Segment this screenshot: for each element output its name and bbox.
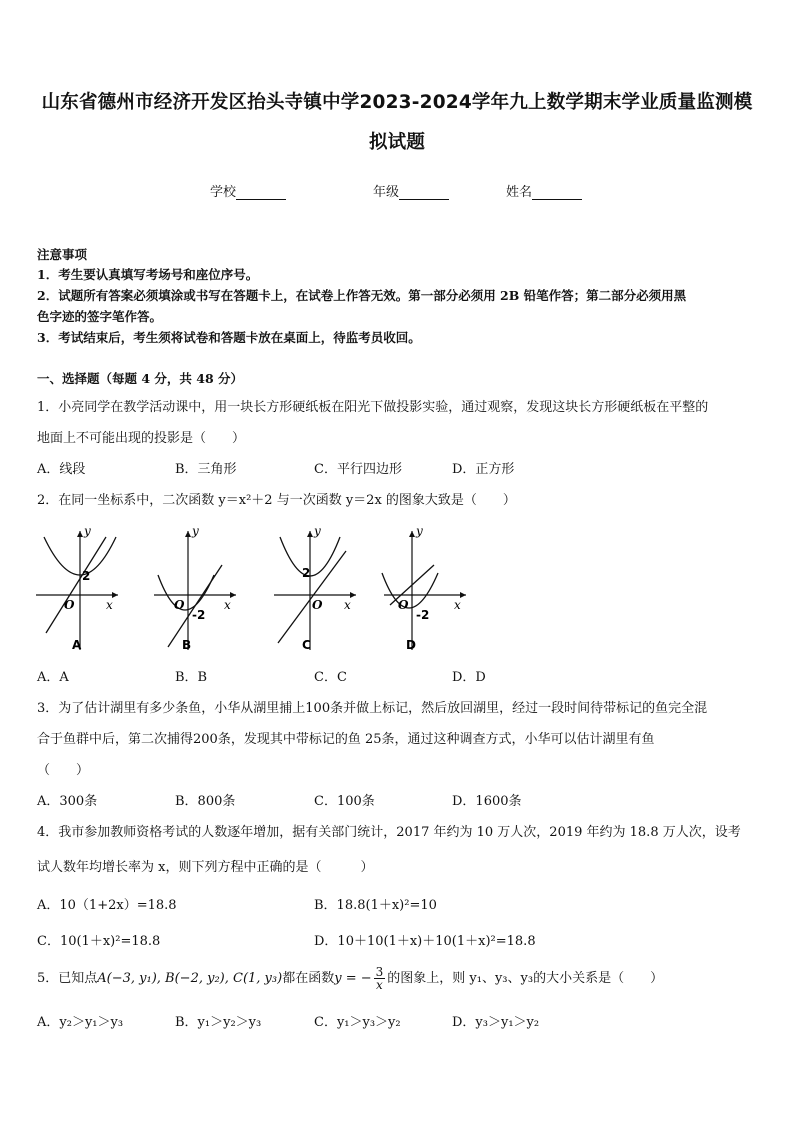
- axis-x-label: x: [344, 598, 351, 612]
- question-3-text-cont: 合于鱼群中后，第二次捕得200条，发现其中带标记的鱼 25条，通过这种调查方式，小华可以估计湖里有鱼: [37, 732, 655, 747]
- q1-option-c: C．平行四边形: [314, 462, 402, 477]
- graph-label: B: [182, 638, 192, 652]
- question-3-text: 3．为了估计湖里有多少条鱼，小华从湖里捕上100条并做上标记，然后放回湖里，经过一段时间待带标记的鱼完全混: [37, 701, 708, 716]
- graph-b: [146, 525, 246, 655]
- axis-y-label: y: [314, 525, 321, 538]
- graph-mark: 2: [302, 566, 311, 580]
- notes-heading: 注意事项: [37, 247, 88, 262]
- q3-option-c: C．100条: [314, 794, 375, 809]
- q5-points: A(−3, y₁), B(−2, y₂), C(1, y₃): [97, 971, 283, 986]
- grade-field: [373, 181, 449, 200]
- q5-fraction: [374, 966, 386, 991]
- fraction-numerator: 3: [375, 965, 384, 979]
- graph-d: [376, 525, 476, 655]
- question-2-text: 2．在同一坐标系中，二次函数 y＝x²＋2 与一次函数 y＝2x 的图象大致是（ ）: [37, 493, 516, 508]
- origin-label: O: [398, 598, 409, 612]
- q5-option-c: C．y₁＞y₃＞y₂: [314, 1015, 401, 1030]
- school-field: [210, 181, 286, 200]
- q2-option-c: C．C: [314, 670, 347, 685]
- question-4-text: 4．我市参加教师资格考试的人数逐年增加，据有关部门统计，2017 年约为 10 万人次，2019 年约为 18.8 万人次，设考: [37, 825, 741, 840]
- q3-option-b: B．800条: [175, 794, 236, 809]
- q2-option-d: D．D: [452, 670, 486, 685]
- notes-item: 1．考生要认真填写考场号和座位序号。: [37, 267, 259, 282]
- name-blank: [532, 187, 582, 200]
- grade-blank: [399, 187, 449, 200]
- q5-function: y = −: [334, 971, 372, 986]
- origin-label: O: [312, 598, 323, 612]
- page-title-continued: 拟试题: [368, 132, 426, 153]
- q5-option-d: D．y₃＞y₁＞y₂: [452, 1015, 540, 1030]
- question-5-text: [37, 966, 663, 991]
- graph-mark: 2: [82, 569, 91, 583]
- q5-option-a: A．y₂＞y₁＞y₃: [37, 1015, 124, 1030]
- q4-option-c: C．10(1＋x)²=18.8: [37, 934, 161, 949]
- notes-item: 2．试题所有答案必须填涂或书写在答题卡上，在试卷上作答无效。第一部分必须用 2B 铅笔作答；第二部分必须用黑: [37, 288, 687, 303]
- grade-label: 年级: [373, 185, 400, 200]
- q3-option-d: D．1600条: [452, 794, 522, 809]
- axis-y-label: y: [192, 525, 199, 538]
- notes-item: 色字迹的签字笔作答。: [37, 309, 163, 324]
- graph-label: D: [406, 638, 416, 652]
- q1-option-a: A．线段: [37, 462, 86, 477]
- section-heading: 一、选择题（每题 4 分，共 48 分）: [37, 371, 244, 386]
- graph-mark: -2: [416, 608, 430, 622]
- q2-option-a: A．A: [37, 670, 69, 685]
- school-label: 学校: [210, 185, 237, 200]
- q3-option-a: A．300条: [37, 794, 98, 809]
- q4-option-b: B．18.8(1＋x)²=10: [314, 898, 437, 913]
- school-blank: [236, 187, 286, 200]
- axis-y-label: y: [84, 525, 91, 538]
- notes-item: 3．考试结束后，考生须将试卷和答题卡放在桌面上，待监考员收回。: [37, 330, 421, 345]
- axis-x-label: x: [106, 598, 113, 612]
- q5-mid: 都在函数: [282, 971, 335, 986]
- q5-prefix: 5．已知点: [37, 971, 98, 986]
- fraction-denominator: x: [376, 978, 383, 992]
- axis-x-label: x: [454, 598, 461, 612]
- graph-mark: -2: [192, 608, 206, 622]
- name-field: [506, 181, 582, 200]
- graph-label: A: [72, 638, 82, 652]
- page-title: 山东省德州市经济开发区抬头寺镇中学2023-2024学年九上数学期末学业质量监测模: [41, 92, 753, 113]
- q2-option-b: B．B: [175, 670, 208, 685]
- question-1-text-cont: 地面上不可能出现的投影是（ ）: [37, 431, 246, 446]
- origin-label: O: [174, 598, 185, 612]
- question-3-text-cont: （ ）: [37, 763, 90, 778]
- graph-label: C: [302, 638, 311, 652]
- q1-option-d: D．正方形: [452, 462, 515, 477]
- q5-suffix: 的图象上，则 y₁、y₃、y₃的大小关系是（ ）: [387, 971, 664, 986]
- axis-y-label: y: [416, 525, 423, 538]
- axis-x-label: x: [224, 598, 231, 612]
- graph-c: [266, 525, 366, 655]
- q5-option-b: B．y₁＞y₂＞y₃: [175, 1015, 262, 1030]
- question-1-text: 1．小亮同学在教学活动课中，用一块长方形硬纸板在阳光下做投影实验，通过观察，发现这块长方形硬纸板在平整的: [37, 400, 709, 415]
- question-4-text-cont: 试人数年均增长率为 x，则下列方程中正确的是（ ）: [37, 860, 374, 875]
- graph-a: [28, 525, 128, 655]
- q4-option-a: A．10（1+2x）=18.8: [37, 898, 177, 913]
- name-label: 姓名: [506, 185, 533, 200]
- q4-option-d: D．10＋10(1＋x)＋10(1＋x)²=18.8: [314, 934, 536, 949]
- origin-label: O: [64, 598, 75, 612]
- q1-option-b: B．三角形: [175, 462, 237, 477]
